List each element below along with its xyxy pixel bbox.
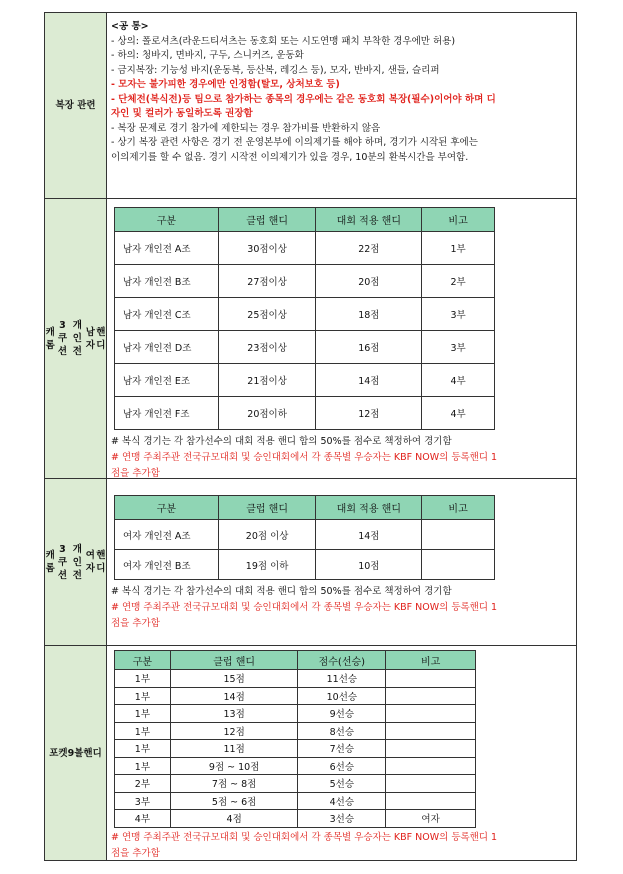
- dress-rules: [107, 13, 576, 198]
- section-label-line: 여자: [85, 550, 95, 574]
- pocket-content: [107, 646, 576, 860]
- doubles-note: # 복식 경기는 각 참가선수의 대회 적용 핸디 합의 50%를 점수로 책정하여 경기함: [111, 436, 452, 447]
- section-label-line: 핸디: [96, 550, 106, 574]
- table-cell: [386, 792, 476, 810]
- table-row: [115, 520, 495, 550]
- table-cell: 남자 개인전 C조: [115, 298, 219, 331]
- carom-men-section: [44, 198, 577, 478]
- section-label-line: 캐롬: [45, 326, 55, 351]
- table-row: [115, 265, 495, 298]
- table-row: [115, 705, 476, 723]
- rules-document: [44, 12, 577, 861]
- table-row: [115, 331, 495, 364]
- table-cell: 27점이상: [218, 265, 316, 298]
- section-label-line: 핸디: [96, 326, 106, 351]
- dress-rule-line: 자인 및 컬러가 동일하도록 권장함: [111, 108, 253, 119]
- column-header: 비고: [422, 208, 495, 232]
- table-cell: 남자 개인전 D조: [115, 331, 219, 364]
- winner-note-cont: 점을 추가함: [111, 847, 160, 859]
- table-cell: 20점이하: [218, 397, 316, 430]
- table-cell: 6선승: [298, 757, 386, 775]
- table-cell: 22점: [316, 232, 422, 265]
- winner-note: # 연맹 주최주관 전국규모대회 및 승인대회에서 각 종목별 우승자는 KBF NOW의 등록핸디 1: [111, 452, 498, 463]
- table-cell: 13점: [170, 705, 298, 723]
- pocket-label: [45, 646, 107, 860]
- table-cell: 1부: [115, 687, 171, 705]
- table-cell: 15점: [170, 670, 298, 688]
- table-cell: 11점: [170, 740, 298, 758]
- section-label-line: 캐롬: [45, 550, 55, 574]
- table-cell: 남자 개인전 B조: [115, 265, 219, 298]
- column-header: 대회 적용 핸디: [316, 496, 422, 520]
- table-cell: [386, 775, 476, 793]
- dress-rule-line: <공 통>: [111, 21, 149, 32]
- dress-label: 복장 관련: [45, 13, 107, 198]
- table-row: [115, 775, 476, 793]
- table-cell: 20점 이상: [218, 520, 316, 550]
- table-cell: 3부: [422, 331, 495, 364]
- table-row: [115, 740, 476, 758]
- column-header: 비고: [386, 651, 476, 670]
- table-cell: 2부: [115, 775, 171, 793]
- column-header: 구분: [115, 496, 219, 520]
- table-cell: 12점: [170, 722, 298, 740]
- table-cell: [386, 705, 476, 723]
- table-cell: 5점 ~ 6점: [170, 792, 298, 810]
- table-cell: 1부: [115, 757, 171, 775]
- table-cell: [386, 722, 476, 740]
- table-row: [115, 298, 495, 331]
- table-cell: 20점: [316, 265, 422, 298]
- column-header: 구분: [115, 651, 171, 670]
- table-cell: [386, 740, 476, 758]
- carom-men-content: [107, 199, 576, 478]
- table-cell: [422, 550, 495, 580]
- table-row: [115, 792, 476, 810]
- table-cell: 1부: [422, 232, 495, 265]
- table-cell: 16점: [316, 331, 422, 364]
- column-header: 대회 적용 핸디: [316, 208, 422, 232]
- dress-rule-line: - 금지복장: 기능성 바지(운동복, 등산복, 레깅스 등), 모자, 반바지, 샌들, 슬리퍼: [111, 64, 440, 76]
- carom-women-table: [114, 495, 495, 580]
- table-cell: 1부: [115, 670, 171, 688]
- dress-rule-line: - 상의: 폴로셔츠(라운드티셔츠는 동호회 또는 시도연맹 패치 부착한 경우에만 허용): [111, 35, 456, 47]
- table-cell: 여자 개인전 A조: [115, 520, 219, 550]
- table-cell: 여자: [386, 810, 476, 828]
- table-cell: 4점: [170, 810, 298, 828]
- dress-rule-line: - 모자는 불가피한 경우에만 인정함(탈모, 상처보호 등): [111, 79, 340, 90]
- carom-men-label: [45, 199, 107, 478]
- table-cell: [386, 757, 476, 775]
- table-cell: 14점: [170, 687, 298, 705]
- table-cell: 여자 개인전 B조: [115, 550, 219, 580]
- table-row: [115, 810, 476, 828]
- dress-rule-line: 이의제기를 할 수 없음. 경기 시작전 이의제기가 있을 경우, 10분의 환복시간을 부여함.: [111, 151, 469, 163]
- dress-rule-line: - 상기 복장 관련 사항은 경기 전 운영본부에 이의제기를 해야 하며, 경기가 시작된 후에는: [111, 137, 478, 148]
- pocket-table: [114, 650, 476, 828]
- column-header: 클럽 핸디: [170, 651, 298, 670]
- carom-women-label: [45, 479, 107, 645]
- winner-note: # 연맹 주최주관 전국규모대회 및 승인대회에서 각 종목별 우승자는 KBF NOW의 등록핸디 1: [111, 602, 498, 613]
- table-cell: 14점: [316, 520, 422, 550]
- section-label-line: 포켓9볼: [49, 747, 84, 759]
- dress-rule-line: - 단체전(복식전)등 팀으로 참가하는 종목의 경우에는 같은 동호회 복장(필수)이어야 하며 디: [111, 93, 496, 105]
- table-cell: 3선승: [298, 810, 386, 828]
- table-cell: 11선승: [298, 670, 386, 688]
- table-cell: [386, 687, 476, 705]
- table-cell: 12점: [316, 397, 422, 430]
- table-row: [115, 757, 476, 775]
- table-cell: 남자 개인전 F조: [115, 397, 219, 430]
- table-cell: 남자 개인전 A조: [115, 232, 219, 265]
- table-cell: 4부: [422, 397, 495, 430]
- pocket-section: [44, 645, 577, 861]
- table-cell: 14점: [316, 364, 422, 397]
- table-cell: 19점 이하: [218, 550, 316, 580]
- section-label-line: 3쿠션: [57, 543, 68, 581]
- table-cell: 23점이상: [218, 331, 316, 364]
- column-header: 점수(선승): [298, 651, 386, 670]
- table-cell: 1부: [115, 722, 171, 740]
- column-header: 클럽 핸디: [218, 208, 316, 232]
- dress-rule-line: - 복장 문제로 경기 참가에 제한되는 경우 참가비를 반환하지 않음: [111, 122, 381, 134]
- section-label-line: 개인전: [72, 320, 82, 357]
- table-row: [115, 670, 476, 688]
- table-cell: 3부: [115, 792, 171, 810]
- table-cell: 8선승: [298, 722, 386, 740]
- table-cell: 4선승: [298, 792, 386, 810]
- table-row: [115, 364, 495, 397]
- table-cell: 10선승: [298, 687, 386, 705]
- section-label-line: 3쿠션: [57, 320, 68, 357]
- table-cell: 1부: [115, 740, 171, 758]
- winner-note-cont: 점을 추가함: [111, 468, 160, 479]
- table-cell: [386, 670, 476, 688]
- table-row: [115, 722, 476, 740]
- table-cell: 4부: [422, 364, 495, 397]
- table-cell: 1부: [115, 705, 171, 723]
- table-cell: 7점 ~ 8점: [170, 775, 298, 793]
- carom-women-section: [44, 478, 577, 645]
- table-cell: 7선승: [298, 740, 386, 758]
- table-cell: 25점이상: [218, 298, 316, 331]
- table-cell: 4부: [115, 810, 171, 828]
- table-cell: 21점이상: [218, 364, 316, 397]
- winner-note: # 연맹 주최주관 전국규모대회 및 승인대회에서 각 종목별 우승자는 KBF NOW의 등록핸디 1: [111, 831, 498, 843]
- table-cell: [422, 520, 495, 550]
- column-header: 구분: [115, 208, 219, 232]
- winner-note-cont: 점을 추가함: [111, 618, 160, 629]
- doubles-note: # 복식 경기는 각 참가선수의 대회 적용 핸디 합의 50%를 점수로 책정하여 경기함: [111, 586, 452, 597]
- table-cell: 2부: [422, 265, 495, 298]
- section-label-line: 남자: [85, 326, 95, 351]
- section-label-line: 개인전: [72, 543, 82, 581]
- carom-women-content: [107, 479, 576, 645]
- table-row: [115, 232, 495, 265]
- table-cell: 18점: [316, 298, 422, 331]
- table-cell: 10점: [316, 550, 422, 580]
- table-cell: 9점 ~ 10점: [170, 757, 298, 775]
- carom-men-table: [114, 207, 495, 430]
- section-label-line: 핸디: [83, 747, 102, 759]
- column-header: 클럽 핸디: [218, 496, 316, 520]
- table-cell: 30점이상: [218, 232, 316, 265]
- dress-section: [44, 12, 577, 198]
- table-cell: 남자 개인전 E조: [115, 364, 219, 397]
- table-row: [115, 397, 495, 430]
- dress-rule-line: - 하의: 청바지, 면바지, 구두, 스니커즈, 운동화: [111, 50, 304, 61]
- table-cell: 3부: [422, 298, 495, 331]
- table-row: [115, 550, 495, 580]
- table-cell: 9선승: [298, 705, 386, 723]
- column-header: 비고: [422, 496, 495, 520]
- table-cell: 5선승: [298, 775, 386, 793]
- table-row: [115, 687, 476, 705]
